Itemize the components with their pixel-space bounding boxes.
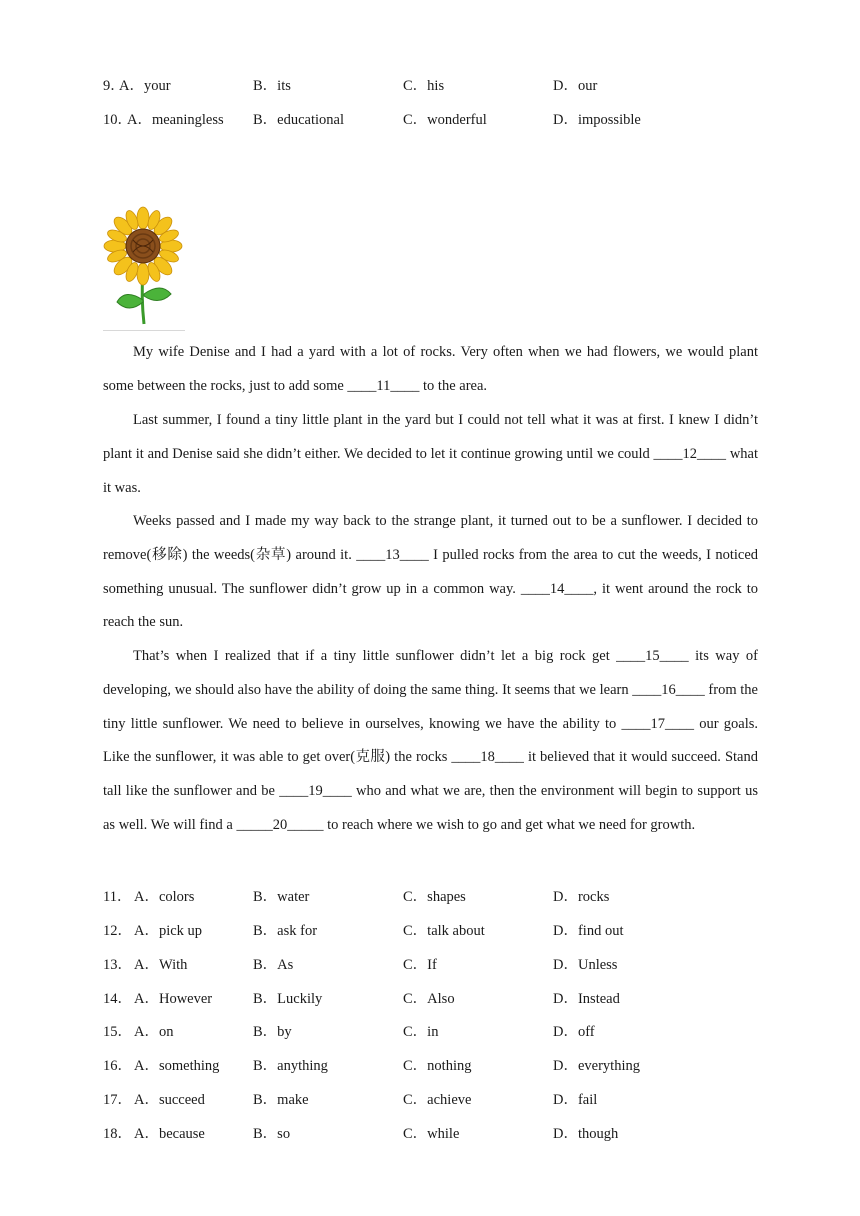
question-number: 18． bbox=[103, 1126, 132, 1142]
option-a: A．something bbox=[134, 1058, 220, 1074]
option-b: B．educational bbox=[253, 112, 345, 128]
question-12 bbox=[103, 919, 758, 939]
question-number: 14． bbox=[103, 991, 132, 1007]
question-9 bbox=[103, 74, 758, 94]
option-d: D．off bbox=[553, 1024, 595, 1040]
option-a: A．on bbox=[134, 1024, 174, 1040]
question-number: 17． bbox=[103, 1092, 132, 1108]
option-d: D．everything bbox=[553, 1058, 640, 1074]
option-b: B．anything bbox=[253, 1058, 328, 1074]
option-d: D．impossible bbox=[553, 112, 641, 128]
question-number: 16． bbox=[103, 1058, 132, 1074]
question-number: 11． bbox=[103, 889, 132, 905]
passage-paragraph-3: Weeks passed and I made my way back to the strange plant, it turned out to be a sunflower. I decided to remove(移除) the weeds(杂草) around it. ____13____ I pulled rocks from the area to cut the weeds, I noticed something unusual. The sunflower didn’t grow up in a common way. ____14____, it went around the rock to reach the sun. bbox=[103, 513, 758, 631]
question-number: 12． bbox=[103, 923, 132, 939]
option-c: C．shapes bbox=[403, 889, 466, 905]
option-c: C．If bbox=[403, 957, 437, 973]
question-number: 9． bbox=[103, 78, 125, 94]
option-b: B．water bbox=[253, 889, 310, 905]
sunflower-image bbox=[103, 202, 185, 331]
option-a: A．colors bbox=[134, 889, 195, 905]
option-d: D．find out bbox=[553, 923, 624, 939]
passage-paragraph-1: My wife Denise and I had a yard with a lot of rocks. Very often when we had flowers, we would plant some between the rocks, just to add some ____11____ to the area. bbox=[103, 344, 758, 394]
option-a: A．your bbox=[119, 78, 171, 94]
question-13 bbox=[103, 953, 758, 973]
option-b: B．Luckily bbox=[253, 991, 323, 1007]
question-14 bbox=[103, 987, 758, 1007]
option-c: C．wonderful bbox=[403, 112, 487, 128]
option-a: A．However bbox=[134, 991, 213, 1007]
option-c: C．Also bbox=[403, 991, 455, 1007]
question-number: 13． bbox=[103, 957, 132, 973]
question-number: 10． bbox=[103, 112, 132, 128]
option-b: B．As bbox=[253, 957, 294, 973]
option-b: B．by bbox=[253, 1024, 292, 1040]
option-b: B．ask for bbox=[253, 923, 318, 939]
question-18 bbox=[103, 1122, 758, 1142]
option-a: A．pick up bbox=[134, 923, 203, 939]
question-15 bbox=[103, 1020, 758, 1040]
question-16 bbox=[103, 1054, 758, 1074]
option-d: D．Instead bbox=[553, 991, 620, 1007]
option-c: C．achieve bbox=[403, 1092, 472, 1108]
option-a: A．because bbox=[134, 1126, 205, 1142]
passage-paragraph-4: That’s when I realized that if a tiny little sunflower didn’t let a big rock get ____15____ its way of developing, we should also have the ability of doing the same thing. It seems that we learn ____16____ from the tiny little sunflower. We need to believe in ourselves, knowing we have the ability to ____17____ our goals. Like the sunflower, it was able to get over(克服) the rocks ____18____ it believed that it would succeed. Stand tall like the sunflower and be ____19____ who and what we are, then the environment will begin to support us as well. We will find a _____20_____ to reach where we wish to go and get what we need for growth. bbox=[103, 648, 758, 833]
option-a: A．With bbox=[134, 957, 188, 973]
option-d: D．though bbox=[553, 1126, 619, 1142]
question-11 bbox=[103, 885, 758, 905]
passage-paragraph-2: Last summer, I found a tiny little plant in the yard but I could not tell what it was at first. I knew I didn’t plant it and Denise said she didn’t either. We decided to let it continue growing until we could ____12____ what it was. bbox=[103, 412, 758, 496]
option-c: C．talk about bbox=[403, 923, 485, 939]
question-17 bbox=[103, 1088, 758, 1108]
option-d: D．rocks bbox=[553, 889, 610, 905]
option-b: B．make bbox=[253, 1092, 309, 1108]
option-d: D．Unless bbox=[553, 957, 618, 973]
option-b: B．its bbox=[253, 78, 291, 94]
option-c: C．nothing bbox=[403, 1058, 472, 1074]
question-number: 15． bbox=[103, 1024, 132, 1040]
sunflower-icon bbox=[103, 202, 185, 330]
option-c: C．while bbox=[403, 1126, 460, 1142]
option-c: C．his bbox=[403, 78, 445, 94]
option-d: D．fail bbox=[553, 1092, 598, 1108]
option-a: A．meaningless bbox=[127, 112, 224, 128]
option-d: D．our bbox=[553, 78, 598, 94]
option-b: B．so bbox=[253, 1126, 291, 1142]
option-c: C．in bbox=[403, 1024, 439, 1040]
question-10 bbox=[103, 108, 758, 128]
option-a: A．succeed bbox=[134, 1092, 205, 1108]
